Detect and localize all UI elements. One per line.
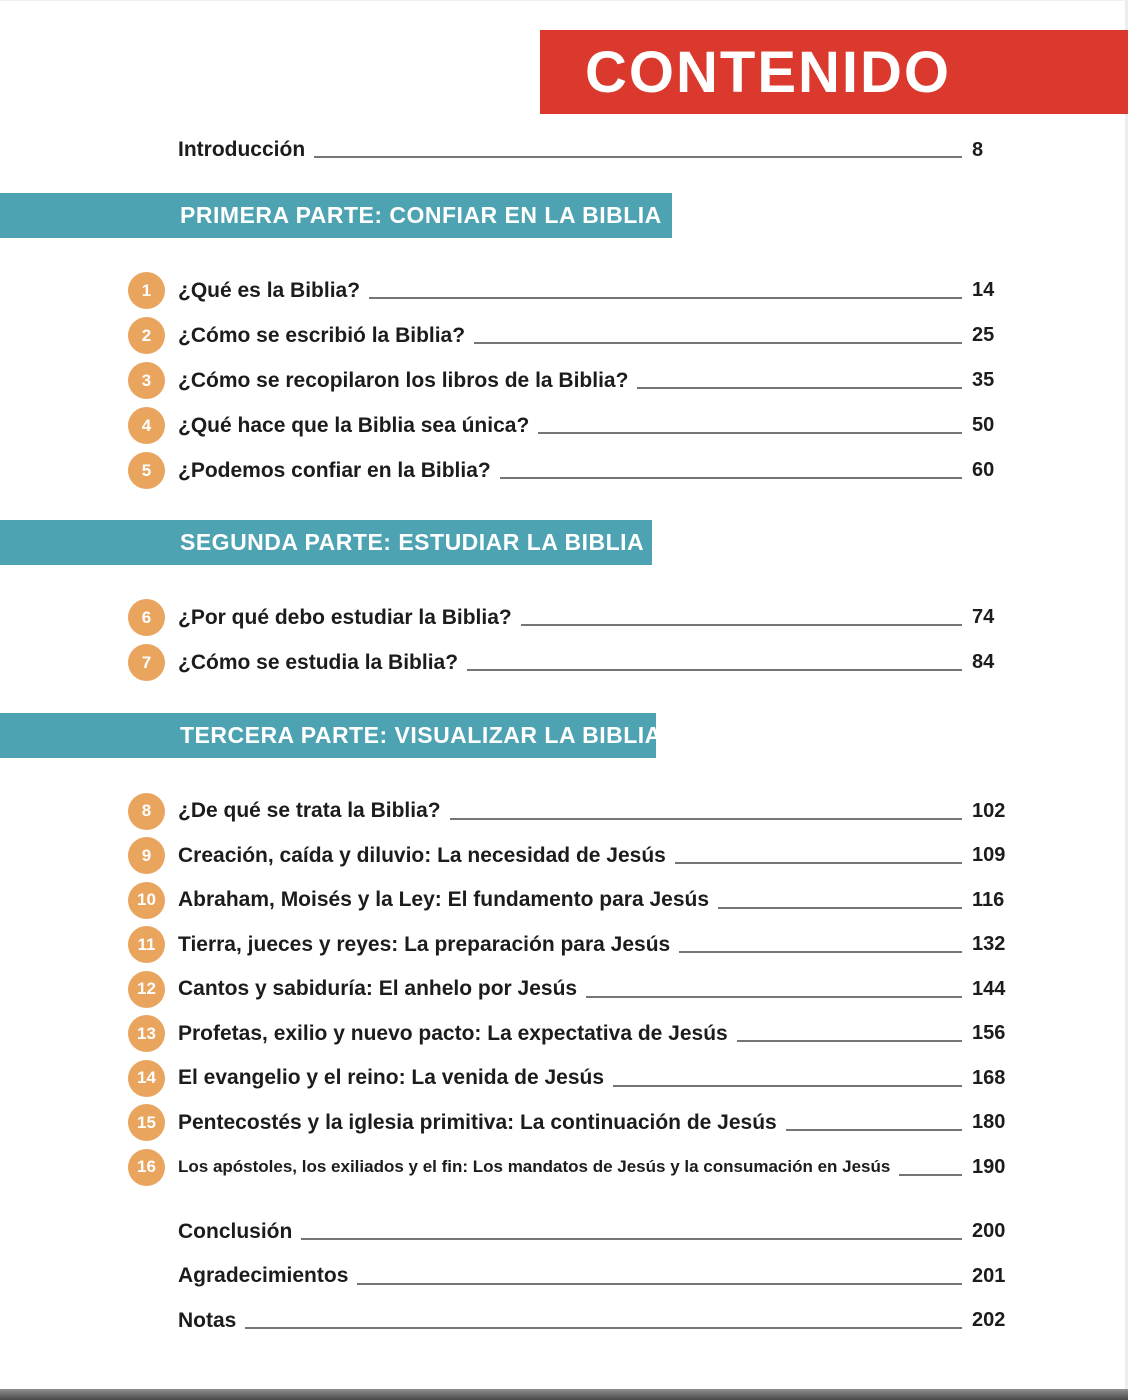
leader-line [245,1327,962,1329]
toc-entry [0,595,1128,640]
chapter-number-badge: 11 [128,926,165,963]
toc-entry-label: Los apóstoles, los exiliados y el fin: Los mandatos de Jesús y la consumación en Jesús [178,1157,891,1177]
toc-entry [0,834,1128,879]
leader-line [538,432,962,434]
toc-entry-label: ¿Cómo se recopilaron los libros de la Biblia? [178,368,629,392]
leader-line [521,624,962,626]
toc-entry-label: Cantos y sabiduría: El anhelo por Jesús [178,977,578,1001]
toc-entry-page: 180 [972,1111,1006,1134]
leader-line [467,669,962,671]
toc-entry-label: Conclusión [178,1219,293,1243]
toc-entry [0,128,1128,172]
toc-entry-page: 132 [972,933,1006,956]
leader-line [679,951,962,953]
contents-title-banner [540,30,1128,114]
chapter-number-badge: 10 [128,882,165,919]
chapter-number-badge: 9 [128,837,165,874]
leader-line [675,862,962,864]
toc-entry-label: El evangelio y el reino: La venida de Jesús [178,1066,604,1090]
toc-entry [0,313,1128,358]
chapter-number-badge: 3 [128,362,165,399]
toc-entry-page: 202 [972,1309,1006,1332]
leader-line [301,1238,962,1240]
toc-entry [0,967,1128,1012]
section-heading-banner [0,520,652,565]
toc-entry-label: Agradecimientos [178,1264,349,1288]
leader-line [450,818,962,820]
section-heading-banner [0,193,672,238]
section-heading-label: TERCERA PARTE: VISUALIZAR LA BIBLIA [180,722,662,748]
chapter-number-badge: 5 [128,452,165,489]
toc-entry-label: Profetas, exilio y nuevo pacto: La expectativa de Jesús [178,1021,728,1045]
toc-entry [0,923,1128,968]
toc-entry-label: ¿Qué es la Biblia? [178,278,361,302]
toc-entry [0,1101,1128,1146]
toc [0,128,1128,1343]
section-heading-label: SEGUNDA PARTE: ESTUDIAR LA BIBLIA [180,529,645,555]
chapter-number-badge: 12 [128,971,165,1008]
toc-entry-page: 50 [972,414,995,436]
toc-entry-label: ¿Cómo se escribió la Biblia? [178,323,466,347]
toc-entry [0,1210,1128,1255]
section-heading-label: PRIMERA PARTE: CONFIAR EN LA BIBLIA [180,202,662,228]
toc-entry-page: 201 [972,1264,1006,1287]
toc-entry-page: 74 [972,606,995,628]
toc-entry-label: Creación, caída y diluvio: La necesidad de Jesús [178,843,666,867]
section-items [0,789,1128,1190]
section-items [0,268,1128,493]
toc-entry-page: 190 [972,1155,1006,1178]
toc-entry [0,1056,1128,1101]
section-items [0,595,1128,685]
toc-entry-page: 102 [972,799,1006,822]
leader-line [786,1129,962,1131]
toc-entry-page: 60 [972,459,995,481]
toc-entry [0,448,1128,493]
toc-entry [0,358,1128,403]
chapter-number-badge: 1 [128,272,165,309]
leader-line [586,996,962,998]
toc-entry [0,878,1128,923]
chapter-number-badge: 6 [128,599,165,636]
toc-entry [0,1254,1128,1299]
leader-line [500,477,962,479]
toc-entry-page: 144 [972,977,1006,1000]
chapter-number-badge: 7 [128,644,165,681]
toc-entry [0,640,1128,685]
toc-entry-page: 168 [972,1066,1006,1089]
leader-line [357,1283,962,1285]
toc-entry-page: 109 [972,844,1006,867]
leader-line [314,156,962,158]
toc-entry-label: Introducción [178,138,306,161]
chapter-number-badge: 2 [128,317,165,354]
toc-entry [0,1145,1128,1190]
toc-entry [0,1012,1128,1057]
leader-line [899,1174,962,1176]
toc-entry-label: Notas [178,1308,237,1332]
chapter-number-badge: 15 [128,1104,165,1141]
leader-line [737,1040,962,1042]
leader-line [613,1085,962,1087]
leader-line [474,342,962,344]
section-heading-banner [0,713,662,758]
toc-entry-label: ¿Cómo se estudia la Biblia? [178,650,459,674]
page-title: CONTENIDO [585,39,951,105]
leader-line [637,387,962,389]
chapter-number-badge: 13 [128,1015,165,1052]
toc-entry [0,789,1128,834]
toc-entry-page: 156 [972,1022,1006,1045]
toc-entry [0,403,1128,448]
leader-line [718,907,962,909]
toc-entry [0,268,1128,313]
toc-entry-page: 14 [972,279,995,301]
chapter-number-badge: 14 [128,1060,165,1097]
toc-entry-label: ¿De qué se trata la Biblia? [178,799,441,823]
chapter-number-badge: 8 [128,793,165,830]
toc-entry-page: 116 [972,888,1005,911]
toc-entry-label: ¿Qué hace que la Biblia sea única? [178,413,530,437]
toc-entry-label: ¿Por qué debo estudiar la Biblia? [178,605,512,629]
chapter-number-badge: 16 [128,1149,165,1186]
leader-line [369,297,962,299]
page-bottom-edge [0,1389,1128,1400]
toc-entry-page: 84 [972,651,995,673]
toc-entry-page: 25 [972,324,995,346]
toc-entry-page: 35 [972,369,995,391]
back-matter [0,1210,1128,1344]
toc-entry-page: 200 [972,1220,1006,1243]
toc-entry-label: Pentecostés y la iglesia primitiva: La continuación de Jesús [178,1110,777,1134]
chapter-number-badge: 4 [128,407,165,444]
toc-entry [0,1299,1128,1344]
toc-entry-label: Tierra, jueces y reyes: La preparación para Jesús [178,932,671,956]
toc-entry-label: Abraham, Moisés y la Ley: El fundamento para Jesús [178,888,709,912]
toc-entry-page: 8 [972,138,984,161]
toc-entry-label: ¿Podemos confiar en la Biblia? [178,458,491,482]
